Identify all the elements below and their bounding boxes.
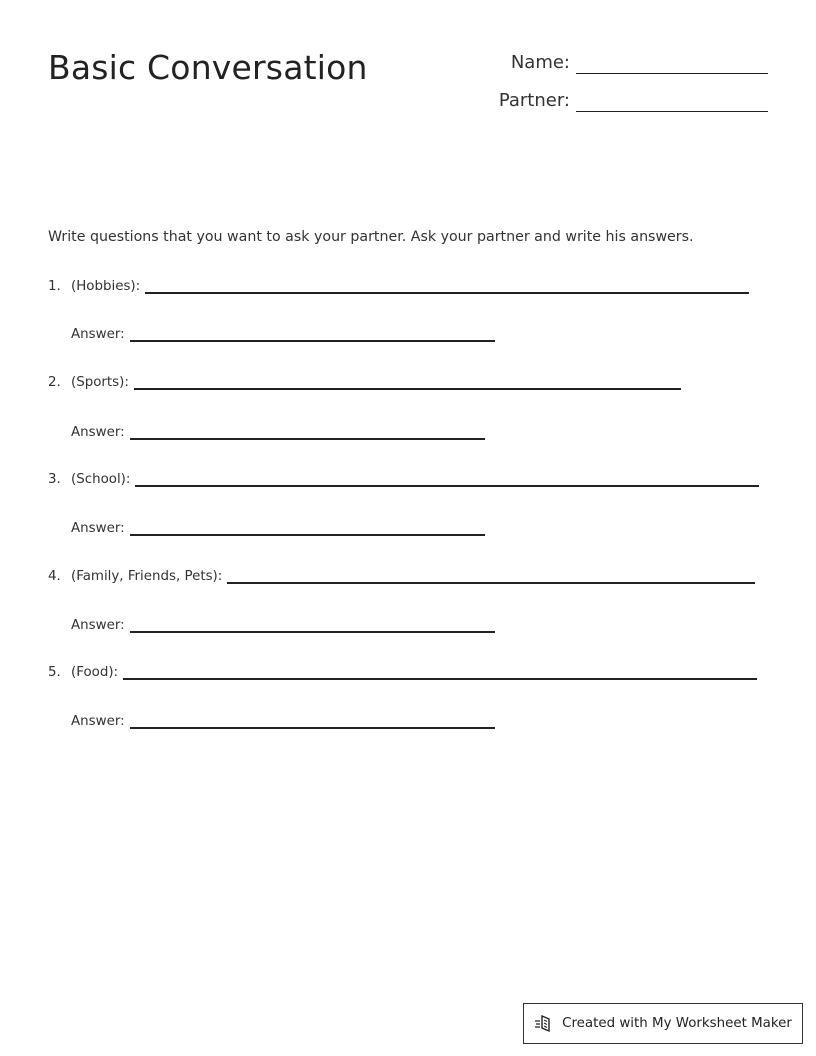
question-number: 4.: [48, 569, 61, 584]
partner-blank-line[interactable]: [576, 91, 768, 112]
question-1: [48, 278, 749, 294]
instructions: Write questions that you want to ask your partner. Ask your partner and write his answers.: [48, 229, 694, 245]
answer-blank-line[interactable]: [130, 424, 485, 440]
question-blank-line[interactable]: [135, 471, 759, 487]
answer-4: [71, 617, 495, 633]
answer-label: Answer:: [71, 714, 125, 729]
page-title: Basic Conversation: [48, 48, 368, 87]
name-label: Name:: [510, 52, 570, 73]
footer-badge[interactable]: [523, 1003, 803, 1044]
question-3: [48, 471, 759, 487]
name-blank-line[interactable]: [576, 53, 768, 74]
question-blank-line[interactable]: [227, 568, 755, 584]
answer-label: Answer:: [71, 618, 125, 633]
question-blank-line[interactable]: [145, 278, 749, 294]
answer-1: [71, 326, 495, 342]
answer-blank-line[interactable]: [130, 713, 495, 729]
question-label: (School):: [71, 472, 131, 487]
answer-blank-line[interactable]: [130, 520, 485, 536]
question-number: 3.: [48, 472, 61, 487]
answer-blank-line[interactable]: [130, 326, 495, 342]
question-label: (Hobbies):: [71, 279, 141, 294]
answer-label: Answer:: [71, 327, 125, 342]
question-4: [48, 568, 755, 584]
question-5: [48, 664, 757, 680]
answer-label: Answer:: [71, 425, 125, 440]
answer-5: [71, 713, 495, 729]
worksheet-maker-logo-icon: [534, 1013, 556, 1035]
question-number: 2.: [48, 375, 61, 390]
answer-blank-line[interactable]: [130, 617, 495, 633]
footer-text: Created with My Worksheet Maker: [562, 1016, 792, 1031]
question-label: (Sports):: [71, 375, 129, 390]
question-label: (Family, Friends, Pets):: [71, 569, 223, 584]
question-label: (Food):: [71, 665, 119, 680]
answer-2: [71, 424, 485, 440]
answer-label: Answer:: [71, 521, 125, 536]
name-field: [511, 52, 768, 74]
question-number: 1.: [48, 279, 61, 294]
partner-field: [499, 90, 768, 112]
question-2: [48, 374, 681, 390]
question-number: 5.: [48, 665, 61, 680]
question-blank-line[interactable]: [134, 374, 681, 390]
question-blank-line[interactable]: [123, 664, 757, 680]
partner-label: Partner:: [498, 90, 570, 111]
answer-3: [71, 520, 485, 536]
